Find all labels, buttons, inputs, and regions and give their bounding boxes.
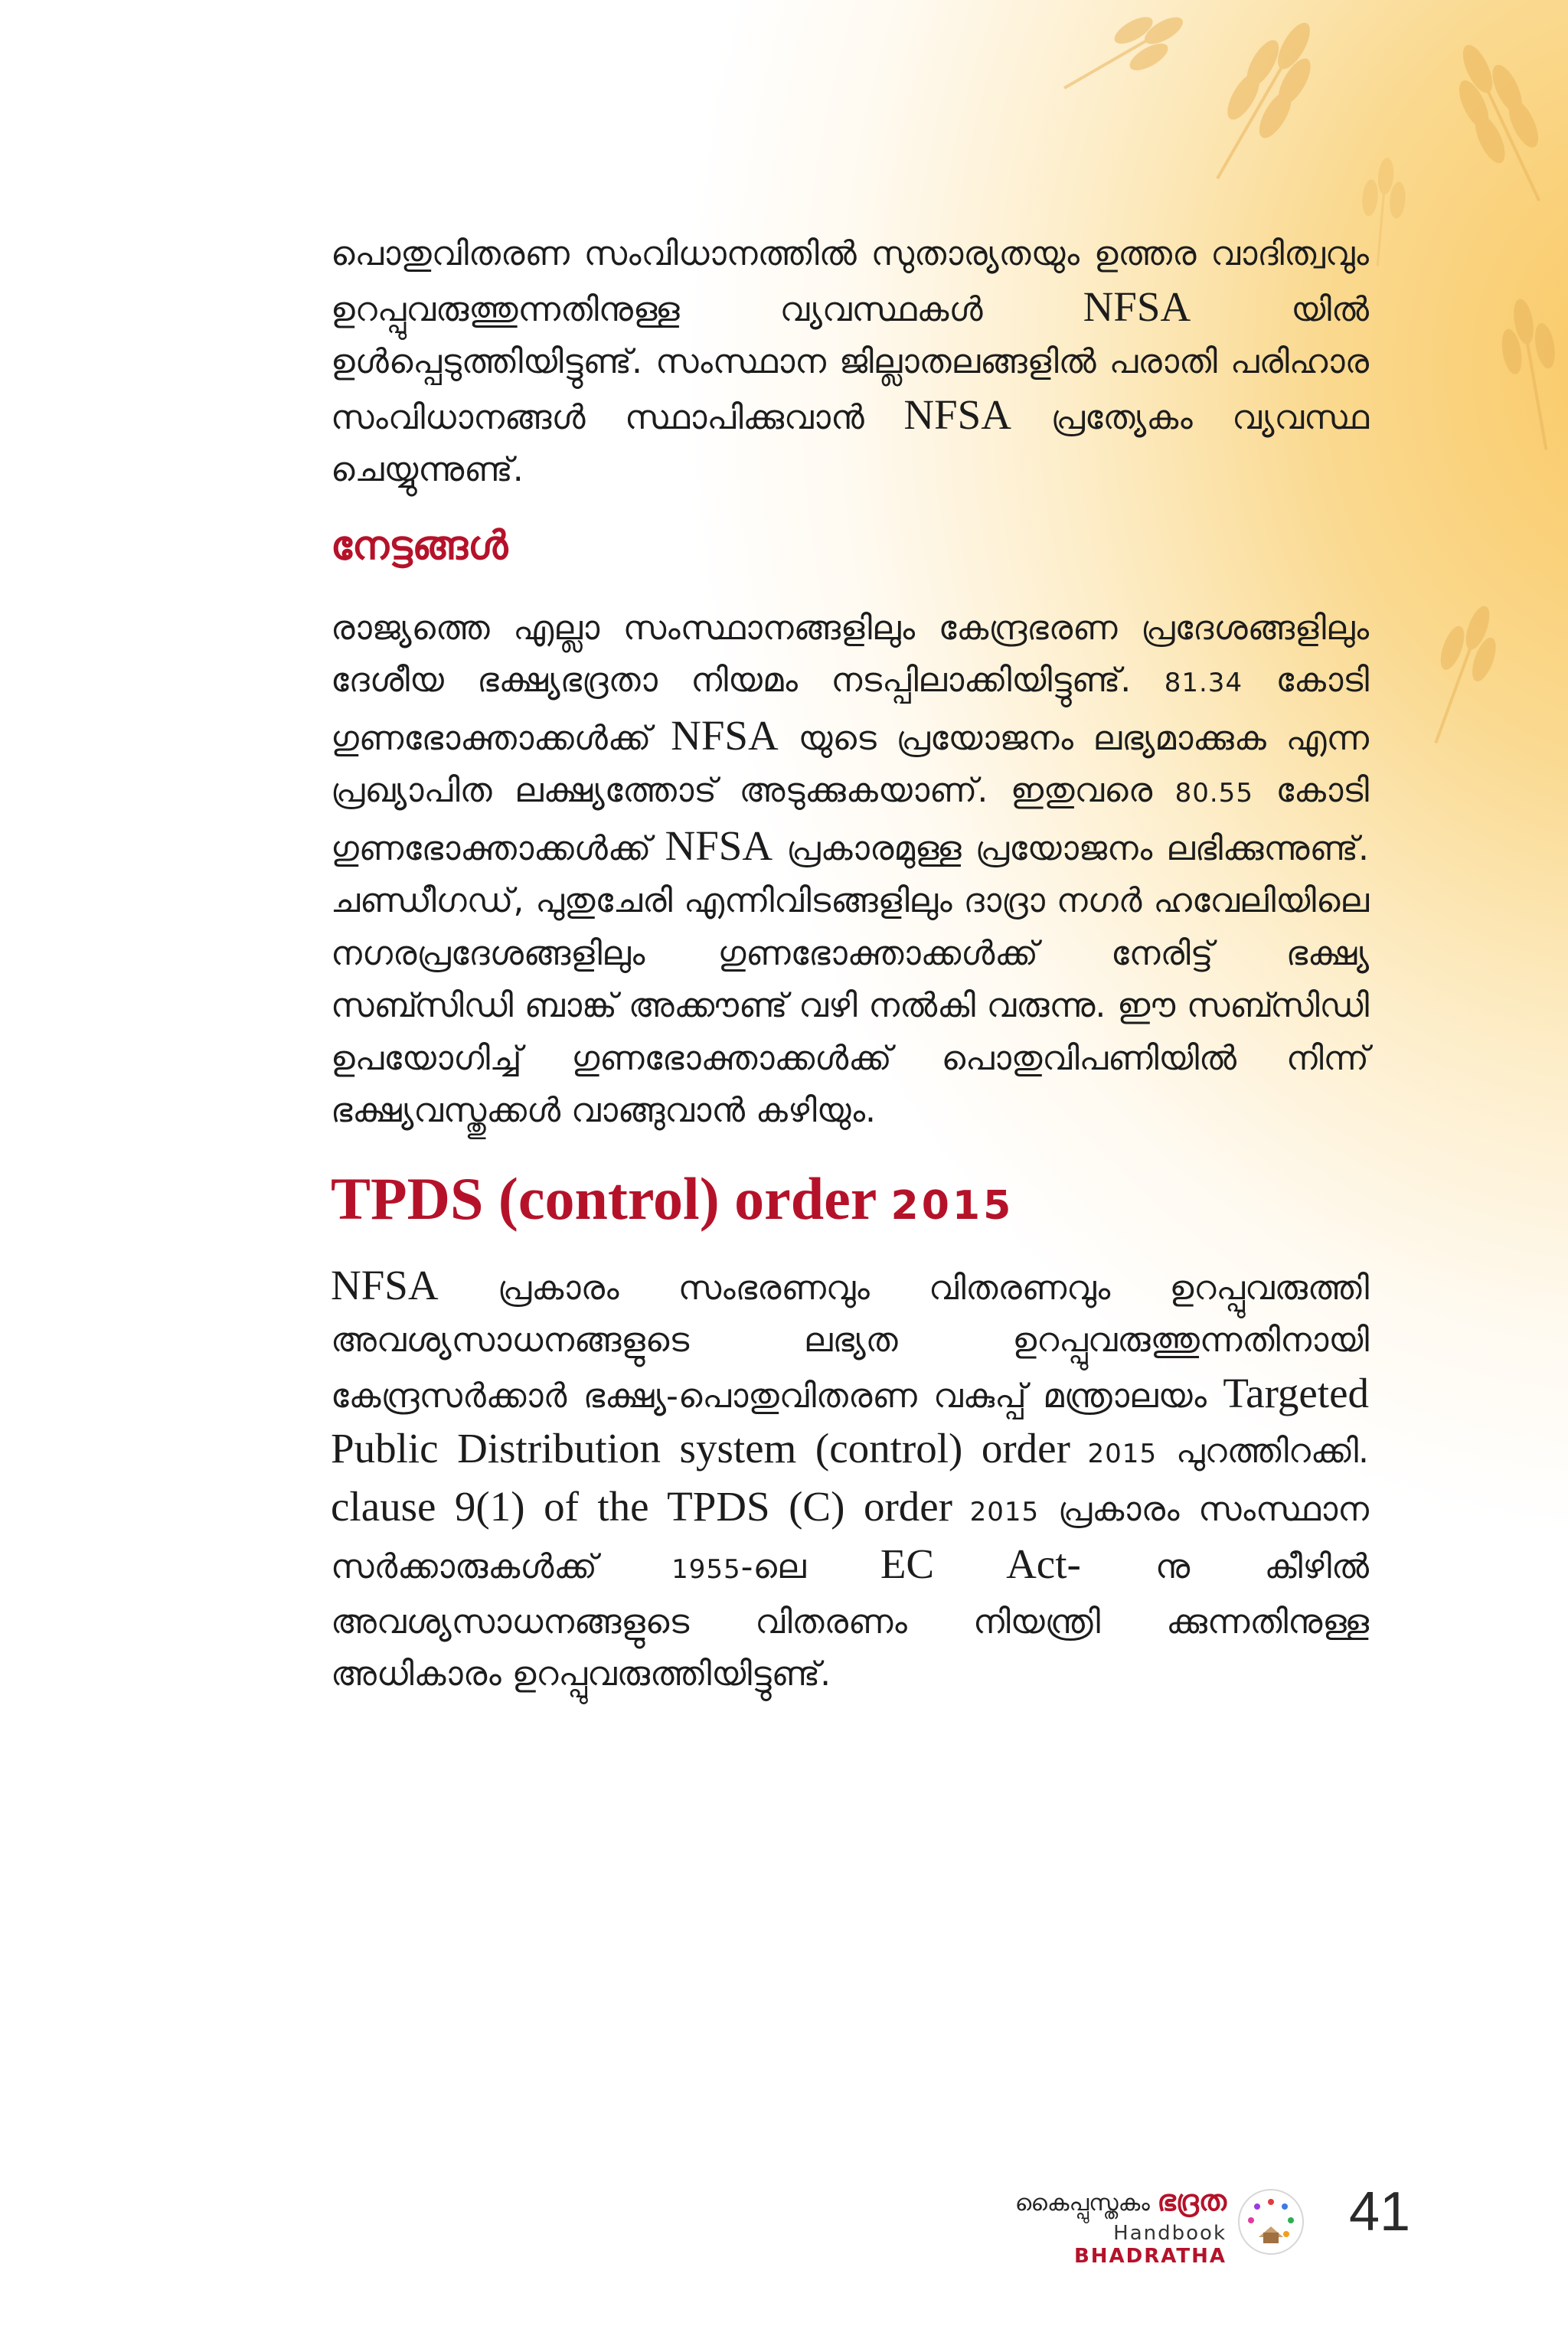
bhadratha-logo-icon	[1236, 2187, 1306, 2257]
footer-title-ml: കൈപ്പുസ്തകം ഭദ്രത	[1014, 2184, 1227, 2217]
page-footer	[966, 2180, 1441, 2268]
paragraph-tpds: NFSA പ്രകാരം സംഭരണവും വിതരണവും ഉറപ്പുവരുത്തി അവശ്യസാധനങ്ങളുടെ ലഭ്യത ഉറപ്പുവരുത്തുന്നതിനായി കേന്ദ്രസർക്കാർ ഭക്ഷ്യ-പൊതുവിതരണ വകുപ്പ് മന്ത്രാലയം Targeted Public Distribution system (control) order 2015 പുറത്തിറക്കി. clause 9(1) of the TPDS (C) order 2015 പ്രകാരം സംസ്ഥാന സർക്കാരുകൾക്ക് 1955-ലെ EC Act- നു കീഴിൽ അവശ്യസാധനങ്ങളുടെ വിതരണം നിയന്ത്രി ക്കുന്നതിനുള്ള അധികാരം ഉറപ്പുവരുത്തിയിട്ടുണ്ട്.	[331, 1261, 1369, 1694]
paragraph-grievance: പൊതുവിതരണ സംവിധാനത്തിൽ സുതാര്യതയും ഉത്തര വാദിത്വവും ഉറപ്പുവരുത്തുന്നതിനുള്ള വ്യവസ്ഥകൾ NFSA യിൽ ഉൾപ്പെടുത്തിയിട്ടുണ്ട്. സംസ്ഥാന ജില്ലാതലങ്ങളിൽ പരാതി പരിഹാര സംവിധാനങ്ങൾ സ്ഥാപിക്കുവാൻ NFSA പ്രത്യേകം വ്യവസ്ഥ ചെയ്യുന്നുണ്ട്.	[331, 234, 1369, 489]
heading-achievements: നേട്ടങ്ങൾ	[331, 522, 508, 569]
heading-tpds-order	[331, 1161, 1369, 1244]
heading-tpds-title: TPDS (control) order	[331, 1165, 877, 1232]
page-content	[331, 228, 1369, 1701]
page-number: 41	[1349, 2181, 1411, 2243]
footer-title-en: Handbook BHADRATHA	[1073, 2222, 1227, 2268]
paragraph-achievements: രാജ്യത്തെ എല്ലാ സംസ്ഥാനങ്ങളിലും കേന്ദ്രഭരണ പ്രദേശങ്ങളിലും ദേശീയ ഭക്ഷ്യഭദ്രതാ നിയമം നടപ്പിലാക്കിയിട്ടുണ്ട്. 81.34 കോടി ഗുണഭോക്താക്കൾക്ക് NFSA യുടെ പ്രയോജനം ലഭ്യമാക്കുക എന്ന പ്രഖ്യാപിത ലക്ഷ്യത്തോട് അടുക്കുകയാണ്. ഇതുവരെ 80.55 കോടി ഗുണഭോക്താക്കൾക്ക് NFSA പ്രകാരമുള്ള പ്രയോജനം ലഭിക്കുന്നുണ്ട്. ചണ്ഡീഗഡ്, പുതുചേരി എന്നിവിടങ്ങളിലും ദാദ്രാ നഗർ ഹവേലിയിലെ നഗരപ്രദേശങ്ങളിലും ഗുണഭോക്താക്കൾക്ക് നേരിട്ട് ഭക്ഷ്യ സബ്സിഡി ബാങ്ക് അക്കൗണ്ട് വഴി നൽകി വരുന്നു. ഈ സബ്സിഡി ഉപയോഗിച്ച് ഗുണഭോക്താക്കൾക്ക് പൊതുവിപണിയിൽ നിന്ന് ഭക്ഷ്യവസ്തുക്കൾ വാങ്ങുവാൻ കഴിയും.	[331, 608, 1370, 1130]
heading-tpds-year: 2015	[890, 1182, 1014, 1229]
